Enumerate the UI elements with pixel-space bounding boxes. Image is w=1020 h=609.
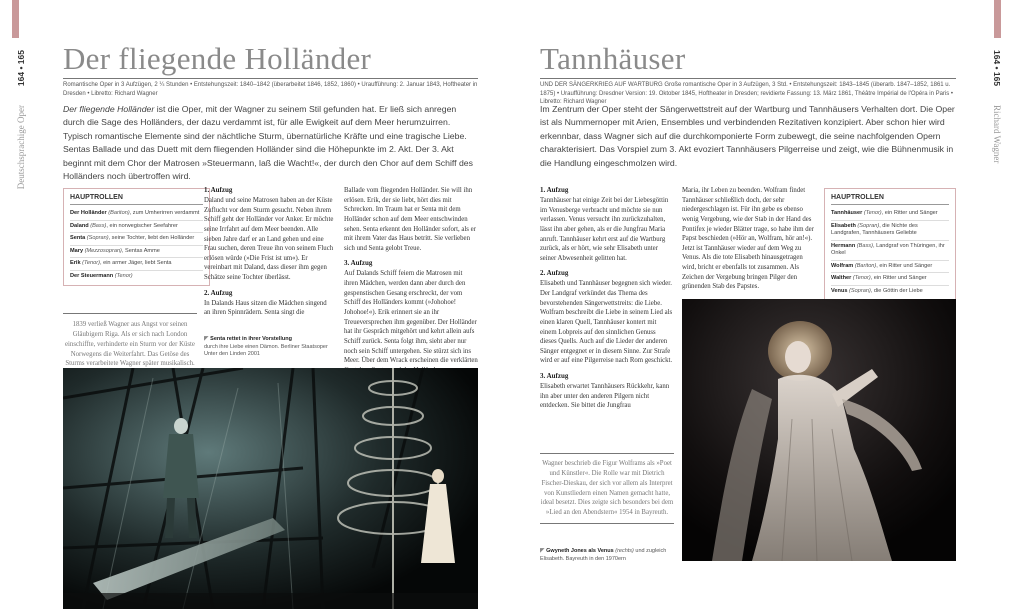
left-caption-bold: Senta rettet in ihrer Vorstellung: [210, 336, 292, 342]
left-act1-text: Daland und seine Matrosen haben an der Küste Zuflucht vor dem Sturm gesucht. Neben ihrem Schiff geht der Holländer vor Anker. Er möchte seine Irrfahrt auf dem Meer beenden. Alle sieben Jahre darf er an Land gehen und eine Frau suchen, deren Treue ihn von seinem Fluch erlösen würde (»Die Frist ist um«). Er vereinbart mit Daland, dass dieser ihm gegen Schätze seine Tochter überlässt.: [204, 196, 334, 282]
right-caption-text: und zugleich Elisabeth. Bayreuth in den 1970ern: [540, 548, 667, 562]
left-role-item: [70, 208, 203, 221]
role-voice: (Bariton): [853, 262, 877, 269]
left-subline-text: Romantische Oper in 3 Aufzügen, 2 ¼ Stunden • Entstehungszeit: 1840–1842 (überarbeitet 1846, 1852, 1860) • Uraufführung: 2. Januar 1843, Hoftheater in Dresden • Libretto: Richard Wagner: [63, 82, 478, 97]
right-act1-text: Tannhäuser hat einige Zeit bei der Liebesgöttin im Venusberge verbracht und möchte sie nun verlassen. Venus versucht ihn zurückzuhalten, lässt ihn aber gehen, als er die Jungfrau Maria anruft. Tannhäuser kehrt erst auf die Wartburg zurück, als er hört, wie sehr Elisabeth unter seiner Abwesenheit gelitten hat.: [540, 196, 669, 262]
right-roles-list: [831, 208, 949, 297]
left-photo: [63, 368, 478, 609]
role-name: Elisabeth: [831, 222, 856, 229]
right-roles-title: HAUPTROLLEN: [831, 194, 949, 205]
right-intro: Im Zentrum der Oper steht der Sängerwettstreit auf der Wartburg und Tannhäusers Verhalten dort. Die Oper ist als Nummernoper mit Arien, Ensembles und verbindenden Rezitativen konzipiert. Aber schon hier wird erkennbar, dass Wagner sich auf die durchkomponierte Form zubewegt, die seine nachfolgenden Opern charakterisiert. Das Vorspiel zum 3. Akt evoziert Tannhäusers Pilgerreise und zeigt, wie die Bühnenmusik in die Handlung eingeschmolzen wird.: [540, 104, 955, 168]
right-subline-text: UND DER SÄNGERKRIEG AUF WARTBURG Große romantische Oper in 3 Aufzügen, 3 Std. • Entstehungszeit: 1843–1845 (überarb. 1847–1852, 1861 u. 1875) • Uraufführung: Dresdner Version: 19. Oktober 1845, Hoftheater in Dresden; revidierte Fassung: 13. März 1861, Théâtre Impérial de l'Opéra in Paris • Libretto: Richard Wagner: [540, 82, 954, 106]
left-title: Der fliegende Holländer: [63, 41, 372, 76]
right-act3-text: Elisabeth erwartet Tannhäusers Rückkehr, kann ihn aber unter den anderen Pilgern nicht entdecken. Sie bittet die Jungfrau: [540, 383, 670, 410]
left-col3-text: Ballade vom fliegenden Holländer. Sie will ihn erlösen. Erik, der sie liebt, hört dies mit Schrecken. Im Traum hat er Senta mit dem Holländer schon auf dem Meer entschwinden sehen. Senta erkennt den Holländer sofort, als er mit ihrem Vater das Haus betritt. Sie verlieben sich und Senta gelobt Treue.: [344, 187, 476, 252]
left-act3-text: Auf Dalands Schiff feiern die Matrosen mit ihren Mädchen, werden dann aber durch den gespenstischen Gesang erschreckt, der vom Schiff des Holländers kommt (»Johohoe! Johohoe!«). Erik erinnert sie an ihr Treueversprechen ihm gegenüber. Der Holländer hat ihr Gespräch mitgehört und kehrt allein aufs Schiff zurück. Senta folgt ihm, sieht aber nur noch sein Schiff untergehen. Sie stürzt sich ins Meer. Über dem Wrack erscheinen die verklärten: [344, 270, 478, 365]
role-voice: (Sopran): [847, 287, 871, 294]
left-role-item: [70, 233, 203, 246]
left-role-item: [70, 246, 203, 259]
left-roles-box: [63, 188, 210, 286]
role-voice: (Mezzosopran): [83, 247, 122, 254]
left-title-rule: [63, 78, 478, 79]
role-voice: (Bariton): [106, 210, 130, 216]
right-photo: [682, 299, 956, 561]
left-subline: [63, 81, 478, 98]
caption-triangle-icon: ◤: [540, 548, 545, 554]
left-quote: [63, 313, 197, 376]
role-desc: , ein Ritter und Sänger: [876, 262, 933, 269]
right-caption-italic: (rechts): [615, 548, 634, 554]
left-column-3: [344, 186, 478, 381]
left-act1-heading: 1. Aufzug: [204, 186, 233, 194]
role-voice: (Bass): [855, 242, 873, 249]
role-desc: , ein Ritter und Sänger: [870, 275, 927, 282]
right-page-number: 164 • 165: [992, 50, 1002, 87]
role-desc: , ein armer Jäger, liebt Senta: [99, 260, 172, 267]
left-roles-list: [70, 208, 203, 282]
left-page-tab: [12, 0, 19, 38]
role-name: Daland: [70, 222, 89, 229]
left-intro-text: ist die Oper, mit der Wagner zu seinem Stil gefunden hat. Er ließ sich anregen durch die Sage des Holländers, der dazu verdammt ist, für alle Ewigkeit auf dem Meer herumzuirren. Typisch romantische Elemente sind der nächtliche Sturm, übernatürliche Kräfte und eine tragische Liebe. Sentas Ballade und das Duett mit dem fliegenden Holländer sind die Höhepunkte im 2. Akt. Der 3. Akt beginnt mit dem Chor der Matrosen »Steuermann, laß die Wacht!«, der durch den Chor auf dem Schiff des Holländers noch übertroffen wird.: [63, 104, 473, 182]
role-desc: , ein norwegischer Seefahrer: [106, 222, 178, 229]
right-role-item: [831, 286, 949, 298]
left-role-item: [70, 221, 203, 234]
right-caption-bold: Gwyneth Jones als Venus: [546, 548, 614, 554]
role-name: Senta: [70, 235, 86, 242]
right-quote-rule-top: [540, 453, 674, 454]
role-desc: , zum Umherirren verdammt: [129, 210, 200, 216]
role-name: Tannhäuser: [831, 210, 863, 216]
left-caption: [204, 335, 329, 359]
left-quote-rule-top: [63, 313, 197, 314]
role-desc: , Landgraf von Thüringen, ihr Onkel: [831, 242, 945, 257]
role-name: Venus: [831, 287, 848, 294]
role-voice: (Tenor): [851, 275, 871, 282]
role-voice: (Sopran): [85, 235, 109, 242]
role-voice: (Tenor): [862, 210, 882, 216]
role-voice: (Bass): [88, 222, 107, 229]
right-role-item: [831, 261, 949, 274]
role-name: Erik: [70, 260, 81, 267]
left-intro: [63, 103, 478, 184]
role-desc: , ein Ritter und Sänger: [881, 210, 938, 216]
role-desc: , seine Tochter, liebt den Holländer: [108, 235, 195, 242]
right-quote: [540, 453, 674, 524]
role-voice: (Tenor): [80, 260, 100, 267]
right-role-item: [831, 241, 949, 261]
right-title-rule: [540, 78, 956, 79]
right-col2-text: Maria, ihr Leben zu beenden. Wolfram findet Tannhäuser schließlich doch, der sehr niedergeschlagen ist. Für ihn gebe es ebenso wenig Vergebung, wie der Stab in der Hand des Pontifex je wieder Blätter trage, so habe ihm der Papst beschieden (»Hör an, Wolfram, hör an!«). Jetzt ist Tannhäuser wieder auf dem Weg zu Venus. Als die tote Elisabeth hinausgetragen wird, bricht er ebenfalls tot zusammen. Als Zeichen der Vergebung bringen Pilger den grünenden Stab des Papstes.: [682, 187, 814, 291]
role-name: Der Steuermann: [70, 272, 114, 279]
left-act2-text: In Dalands Haus sitzen die Mädchen singend an ihren Spinnrädern. Senta singt die: [204, 299, 327, 317]
left-roles-title: HAUPTROLLEN: [70, 194, 203, 205]
right-act2-heading: 2. Aufzug: [540, 269, 569, 278]
right-quote-text: Wagner beschrieb die Figur Wolframs als »Poet und Künstler«. Die Rolle war mit Dietrich Fischer-Dieskau, der sich vor allem als Interpret von Kunstliedern einen Namen gemacht hatte, ideal besetzt. Dies zeigte sich besonders bei dem »Lied an den Abendstern« 1954 in Bayreuth.: [540, 460, 674, 517]
right-role-item: [831, 221, 949, 241]
stage-photo-venus: [682, 299, 956, 561]
left-side-label: Deutschsprachige Oper: [16, 105, 26, 190]
stage-photo-hollander: [63, 368, 478, 609]
role-name: Walther: [831, 275, 852, 282]
right-roles-box: [824, 188, 956, 301]
left-act3-heading: 3. Aufzug: [344, 259, 373, 268]
role-name: Mary: [70, 247, 84, 254]
role-desc: , die Nichte des Landgrafen, Tannhäusers Geliebte: [831, 222, 918, 237]
left-column-2: [204, 186, 334, 324]
left-page-number: 164 • 165: [16, 50, 26, 87]
role-voice: (Tenor): [113, 272, 133, 279]
right-act2-text: Elisabeth und Tannhäuser begegnen sich wieder. Der Landgraf verkündet das Thema des bevorstehenden Sängerwettstreits: die Liebe. Wolfram beschreibt die Liebe in seinem Lied als einen klaren Quell, Tannhäuser kontert mit einem Lobpreis auf den sinnlichen Genuss dieses Quells. Auch auf die Lieder der anderen Sänger entgegnet er in diesem Sinne. Zur Strafe wird er auf eine Pilgerreise nach Rom geschickt.: [540, 280, 673, 365]
role-name: Wolfram: [831, 262, 854, 269]
right-column-1: [540, 186, 674, 417]
role-name: Der Holländer: [70, 210, 107, 216]
right-page-tab: [994, 0, 1001, 38]
left-role-item: [70, 271, 203, 283]
role-voice: (Sopran): [855, 222, 880, 229]
right-quote-rule-bottom: [540, 523, 674, 524]
right-role-item: [831, 208, 949, 221]
role-desc: , Sentas Amme: [121, 247, 160, 254]
left-role-item: [70, 258, 203, 271]
left-act2-heading: 2. Aufzug: [204, 288, 233, 297]
right-act3-heading: 3. Aufzug: [540, 372, 569, 381]
right-side-label: Richard Wagner: [992, 105, 1002, 164]
right-role-item: [831, 273, 949, 286]
caption-triangle-icon: ◤: [204, 336, 209, 342]
right-caption: [540, 547, 674, 563]
role-desc: , die Göttin der Liebe: [870, 287, 923, 294]
right-column-2: [682, 186, 818, 298]
role-name: Hermann: [831, 242, 856, 249]
left-intro-em: Der fliegende Holländer: [63, 104, 155, 114]
left-quote-text: 1839 verließ Wagner aus Angst vor seinen Gläubigern Riga. Als er sich nach London einschiffte, verhinderte ein Sturm vor der Küste Norwegens die Weiterfahrt. Das Getöse des Sturms verarbeitete Wagner später musikalisch.: [65, 321, 195, 368]
right-title: Tannhäuser: [540, 41, 686, 76]
right-act1-heading: 1. Aufzug: [540, 186, 569, 194]
left-caption-text: durch ihre Liebe einen Dämon. Berliner Staatsoper Unter den Linden 2001: [204, 343, 328, 358]
